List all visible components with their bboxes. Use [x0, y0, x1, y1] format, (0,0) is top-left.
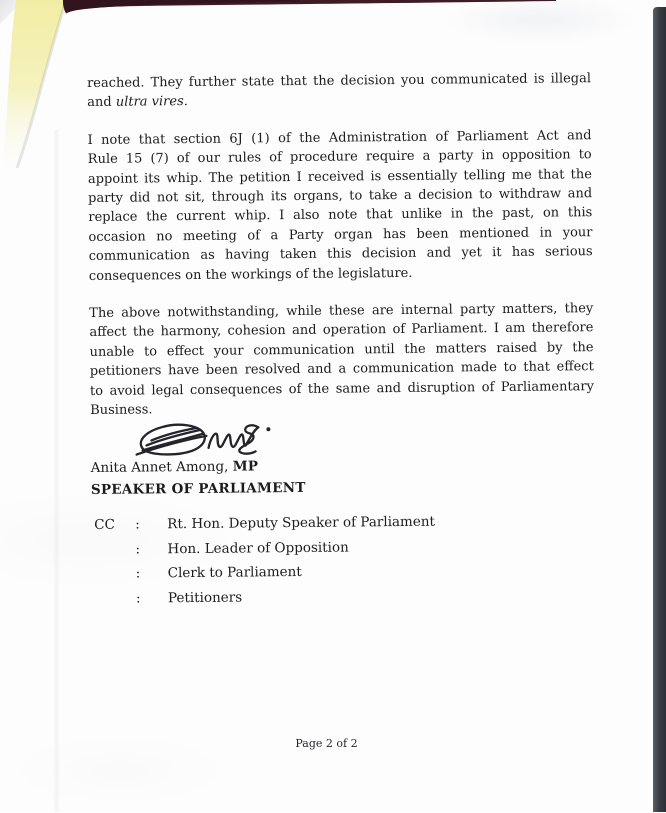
- paragraph-line: to avoid legal consequences of the same and disruption of Parliamentary: [89, 378, 595, 399]
- signatory-name: [91, 456, 306, 480]
- paragraph-line: party did not sit, through its organs, to take a decision to withdraw and: [88, 186, 593, 207]
- signatory-name-text: Anita Annet Among,: [90, 458, 229, 476]
- signatory-block: [91, 456, 306, 501]
- paragraph-line: Business.: [90, 402, 153, 419]
- letter-body: [87, 69, 594, 438]
- cc-separator: :: [135, 565, 141, 582]
- signatory-title: SPEAKER OF PARLIAMENT: [90, 479, 306, 498]
- paragraph-line: affect the harmony, cohesion and operation of Parliament. I am therefore: [89, 320, 594, 341]
- page-number: Page 2 of 2: [295, 737, 358, 750]
- paragraph-line: I note that section 6J (1) of the Administration of Parliament Act and: [87, 127, 592, 148]
- paragraph: [87, 126, 592, 286]
- cc-separator: :: [135, 541, 141, 558]
- paragraph-line: reached. They further state that the decision you communicated is illegal: [86, 71, 592, 91]
- paragraph-line: and ultra vires.: [87, 94, 188, 111]
- paragraph-line: The above notwithstanding, while these are internal party matters, they: [89, 301, 594, 322]
- paragraph-line: communication as having taken this decision and yet it has serious: [88, 244, 593, 265]
- cc-recipient: Rt. Hon. Deputy Speaker of Parliament: [167, 513, 436, 533]
- signatory-name-suffix: MP: [232, 458, 259, 475]
- paragraph-line: petitioners have been resolved and a communication made to that effect: [89, 359, 594, 380]
- paragraph-line: consequences on the workings of the legislature.: [88, 265, 413, 284]
- cc-label: [94, 537, 135, 562]
- cc-label: [95, 586, 136, 611]
- cc-recipient: Hon. Leader of Opposition: [167, 539, 349, 557]
- cc-recipient: Clerk to Parliament: [167, 563, 302, 582]
- paragraph-line: appoint its whip. The petition I received is essentially telling me that the: [87, 166, 593, 187]
- cc-separator: :: [135, 516, 140, 533]
- paragraph-line: occasion no meeting of a Party organ has been mentioned in your: [88, 224, 593, 245]
- paragraph-line: replace the current whip. I also note that unlike in the past, on this: [88, 205, 593, 226]
- paragraph: [89, 299, 594, 420]
- paragraph-line: Rule 15 (7) of our rules of procedure require a party in opposition to: [87, 147, 592, 168]
- paragraph: [87, 69, 591, 113]
- cc-recipient: Petitioners: [167, 589, 243, 606]
- cc-label: CC: [94, 516, 116, 533]
- cc-separator: :: [135, 590, 141, 607]
- paragraph-line: unable to effect your communication until the matters raised by the: [89, 340, 594, 360]
- cc-label: [95, 562, 136, 587]
- cc-block: [94, 510, 436, 611]
